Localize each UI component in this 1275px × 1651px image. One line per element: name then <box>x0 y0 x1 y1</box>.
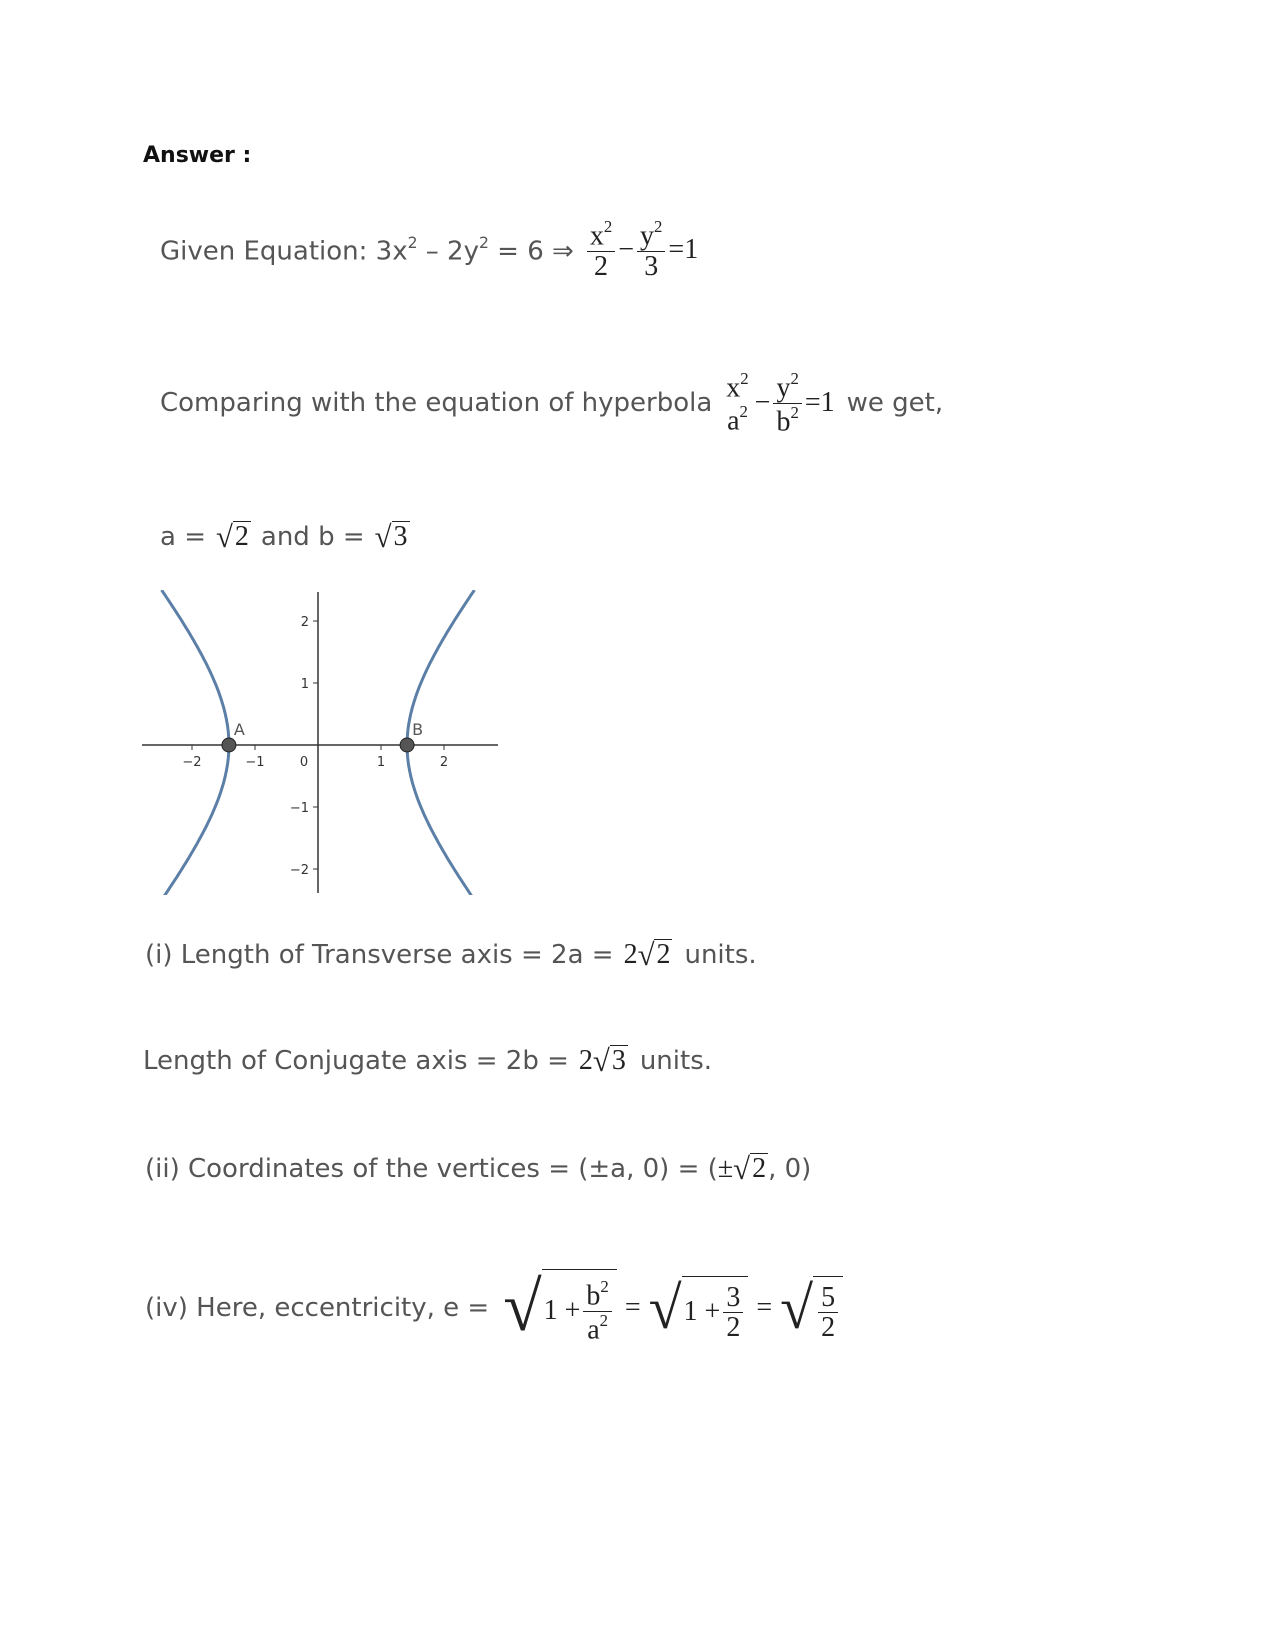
y-tick-label: 2 <box>300 615 309 630</box>
units-text: units. <box>684 940 757 970</box>
given-equation-text <box>160 234 574 267</box>
units-text: units. <box>639 1046 712 1076</box>
fraction-y2-over-3 <box>637 218 665 281</box>
frac-num: x <box>726 372 741 404</box>
x-tick-label: −2 <box>182 755 202 770</box>
eccentricity-line <box>145 1258 843 1358</box>
frac-den: 2 <box>821 1312 836 1343</box>
frac-num-sup: 2 <box>600 1277 609 1297</box>
equals-one: =1 <box>804 387 835 418</box>
x-tick-label: 2 <box>439 755 449 770</box>
frac-den: 2 <box>726 1312 741 1343</box>
conjugate-axis-line <box>143 1036 712 1086</box>
frac-num-sup: 2 <box>603 217 613 237</box>
fraction-5-over-2 <box>818 1283 838 1343</box>
frac-num-sup: 2 <box>740 369 749 389</box>
coefficient: 2 <box>578 1045 593 1076</box>
hyperbola-standard-form <box>720 370 834 437</box>
vertex-label-a: A <box>233 720 245 739</box>
frac-den-sup: 2 <box>739 402 748 421</box>
x-tick-label: 1 <box>376 755 386 770</box>
y-tick-label: 1 <box>300 677 309 692</box>
equals-one: =1 <box>668 234 699 265</box>
frac-den: a <box>587 1314 600 1346</box>
frac-num: x <box>589 220 604 252</box>
frac-den-sup: 2 <box>790 402 799 422</box>
fraction-b2-over-a2 <box>583 1278 611 1345</box>
answer-heading: Answer : <box>143 143 252 168</box>
sqrt-2: √ 2 <box>215 520 249 555</box>
frac-den: b <box>776 406 791 438</box>
minus-sign: − <box>754 387 771 418</box>
radicand: 2 <box>656 939 671 971</box>
radicand: 2 <box>234 521 249 553</box>
fraction-3-over-2 <box>723 1283 743 1343</box>
a-label: a = <box>160 522 206 552</box>
frac-den: 2 <box>594 251 609 283</box>
hyperbola-graph <box>140 590 500 895</box>
vertices-line <box>145 1144 811 1194</box>
frac-den: a <box>727 405 740 437</box>
we-get-text: we get, <box>846 388 944 418</box>
frac-den: 3 <box>644 251 659 283</box>
vertex-points <box>222 720 423 752</box>
frac-num-sup: 2 <box>790 368 799 388</box>
comparing-line <box>160 363 943 443</box>
frac-num: b <box>586 1280 601 1312</box>
given-text-mid1: – 2y <box>417 236 479 267</box>
radicand: 3 <box>393 521 408 553</box>
frac-num: y <box>640 220 655 252</box>
frac-num: 5 <box>818 1283 838 1313</box>
radicand: 2 <box>752 1153 767 1185</box>
x-tick-label: −1 <box>245 755 265 770</box>
sqrt-1-plus-b2-a2: √ 1 + $\frac{b^2}{a^2}$ <box>503 1263 617 1353</box>
a-b-values-line <box>160 512 410 562</box>
two-sqrt-2: 2 √ 2 <box>623 938 671 973</box>
vertices-suffix: , 0) <box>768 1154 812 1184</box>
and-b-label: and b = <box>260 522 365 552</box>
plus-minus-sqrt-2: ± √ 2 <box>717 1152 767 1187</box>
fraction-x2-over-2 <box>587 218 615 281</box>
sqrt-3: √ 3 <box>374 520 408 555</box>
equals-sign: = <box>624 1292 641 1323</box>
square-2: 2 <box>479 233 489 252</box>
coefficient: 2 <box>623 939 638 970</box>
eccentricity-expression <box>503 1263 843 1353</box>
two-sqrt-3: 2 √ 3 <box>578 1044 626 1079</box>
transverse-text: (i) Length of Transverse axis = 2a = <box>145 940 614 970</box>
conjugate-text: Length of Conjugate axis = 2b = <box>143 1046 569 1076</box>
y-tick-label: −1 <box>289 801 309 816</box>
square-1: 2 <box>407 233 418 252</box>
one-plus: 1 + <box>543 1295 581 1327</box>
given-equation-line <box>160 210 698 290</box>
fraction-x2-over-a2 <box>723 370 751 436</box>
frac-num: y <box>776 372 791 404</box>
vertex-label-b: B <box>412 720 424 739</box>
transverse-axis-line <box>145 930 757 980</box>
minus-sign: − <box>618 234 635 265</box>
frac-num-sup: 2 <box>654 217 663 237</box>
sqrt-5-over-2: √ $\frac{5}{2}$ <box>780 1268 843 1348</box>
vertex-point-a <box>222 738 236 752</box>
left-branch-curve <box>162 590 229 895</box>
standard-form <box>584 218 698 281</box>
given-text-prefix: Given Equation: 3x <box>160 236 408 267</box>
y-tick-label: −2 <box>289 863 309 878</box>
radicand: 3 <box>611 1045 626 1077</box>
vertex-point-b <box>400 738 414 752</box>
one-plus: 1 + <box>683 1296 721 1328</box>
equals-sign: = <box>756 1292 773 1323</box>
eccentricity-text: (iv) Here, eccentricity, e = <box>145 1293 490 1323</box>
frac-den-sup: 2 <box>599 1311 609 1330</box>
comparing-text: Comparing with the equation of hyperbola <box>160 388 713 418</box>
right-branch-curve <box>407 590 474 895</box>
fraction-y2-over-b2 <box>773 370 801 437</box>
x-tick-label: 0 <box>299 755 309 770</box>
given-text-mid2: = 6 ⇒ <box>488 236 574 267</box>
vertices-text: (ii) Coordinates of the vertices = (±a, 0) = ( <box>145 1154 718 1184</box>
frac-num: 3 <box>723 1283 743 1313</box>
sqrt-1-plus-3-2: √ 1 + $\frac{3}{2}$ <box>649 1268 749 1348</box>
plus-minus: ± <box>717 1153 734 1184</box>
